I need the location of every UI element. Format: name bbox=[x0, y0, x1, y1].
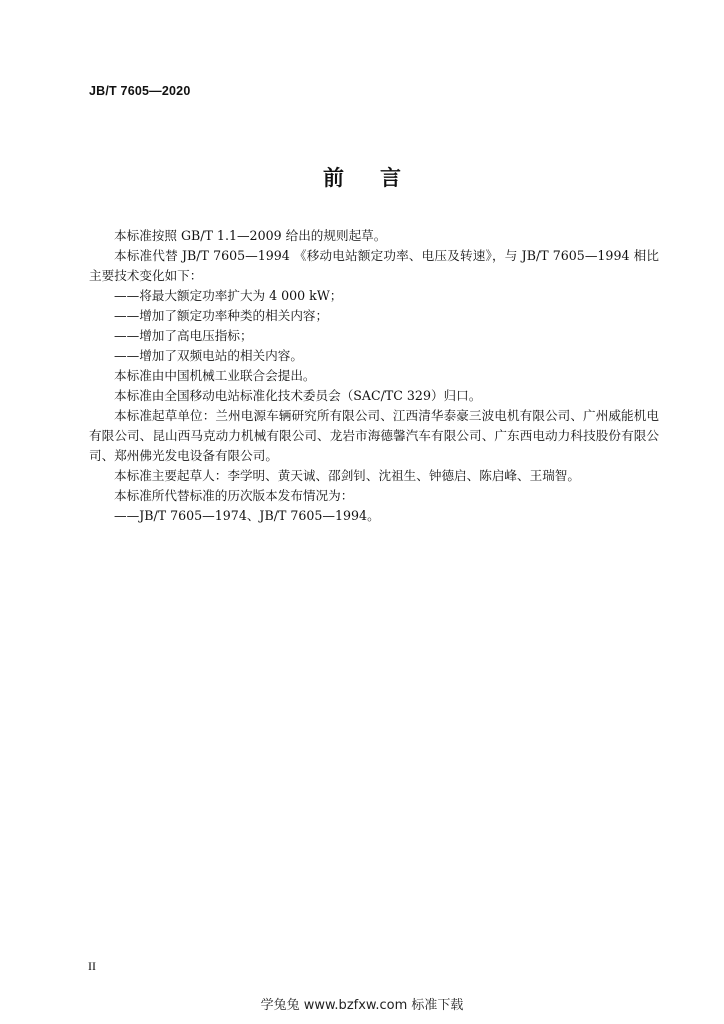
paragraph-committee: 本标准由全国移动电站标准化技术委员会（SAC/TC 329）归口。 bbox=[114, 388, 482, 403]
paragraph-drafters: 本标准主要起草人：李学明、黄天诚、邵剑钊、沈祖生、钟德启、陈启峰、王瑞智。 bbox=[114, 468, 580, 483]
title-char-2: 言 bbox=[380, 166, 401, 190]
title-char-1: 前 bbox=[323, 166, 344, 190]
paragraph-proposer: 本标准由中国机械工业联合会提出。 bbox=[114, 368, 316, 383]
change-item: ——增加了高电压指标； bbox=[114, 328, 253, 343]
paragraph-drafting-units: 本标准起草单位：兰州电源车辆研究所有限公司、江西清华泰豪三波电机有限公司、广州威能机电有限公司、昆山西马克动力机械有限公司、龙岩市海德馨汽车有限公司、广东西电动力科技股份有限公司、郑州佛光发电设备有限公司。 bbox=[89, 408, 659, 463]
footer-watermark: 学兔兔 www.bzfxw.com 标准下载 bbox=[260, 998, 464, 1013]
paragraph-drafting-rules: 本标准按照 GB/T 1.1—2009 给出的规则起草。 bbox=[114, 228, 387, 243]
page-number: II bbox=[88, 959, 96, 973]
paragraph-replacement: 本标准代替 JB/T 7605—1994 《移动电站额定功率、电压及转速》，与 JB/T 7605—1994 相比主要技术变化如下： bbox=[89, 248, 659, 283]
change-item: ——将最大额定功率扩大为 4 000 kW； bbox=[114, 288, 343, 303]
history-item: ——JB/T 7605—1974、JB/T 7605—1994。 bbox=[114, 508, 380, 523]
document-id: JB/T 7605—2020 bbox=[89, 84, 191, 98]
change-item: ——增加了双频电站的相关内容。 bbox=[114, 348, 303, 363]
paragraph-history: 本标准所代替标准的历次版本发布情况为： bbox=[114, 488, 354, 503]
foreword-body bbox=[89, 226, 659, 526]
page-title bbox=[0, 162, 724, 192]
change-item: ——增加了额定功率种类的相关内容； bbox=[114, 308, 329, 323]
